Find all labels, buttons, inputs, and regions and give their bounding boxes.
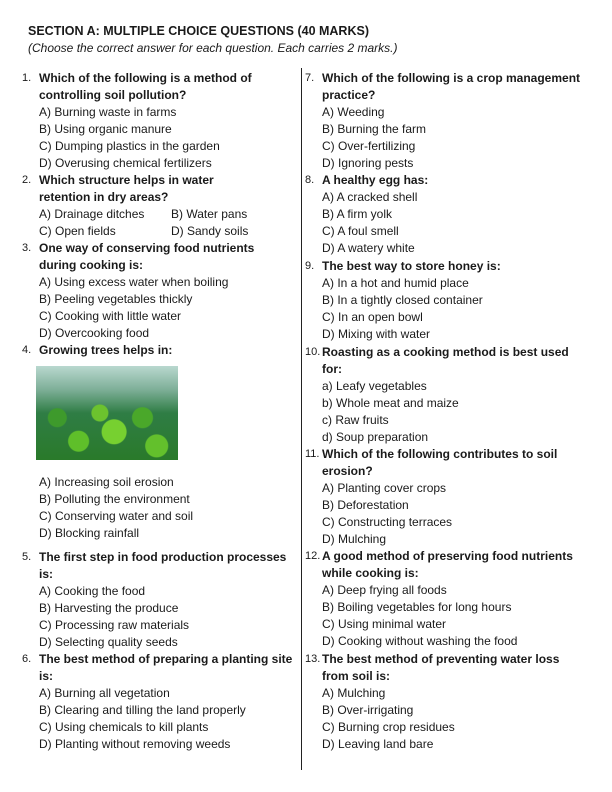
question-stem: A healthy egg has: (322, 173, 429, 187)
question-number: 12. (305, 550, 321, 562)
answer-option: D) Mixing with water (322, 327, 431, 341)
question-stem: The best method of preventing water loss from soil is: (322, 652, 560, 683)
answer-option: A) Weeding (322, 105, 385, 119)
question-number: 1. (22, 72, 32, 84)
answer-option: C) Conserving water and soil (39, 509, 194, 523)
forest-image (36, 366, 178, 460)
question-stem: Roasting as a cooking method is best used for: (322, 345, 569, 376)
question-4 (22, 342, 267, 542)
answer-option: A) Increasing soil erosion (39, 475, 174, 489)
answer-option: A) Cooking the food (39, 584, 146, 598)
question-number: 5. (22, 551, 32, 563)
answer-option: C) In an open bowl (322, 310, 423, 324)
question-number: 2. (22, 174, 32, 186)
answer-option: C) Using minimal water (322, 617, 447, 631)
answer-option: D) Sandy soils (171, 224, 249, 238)
answer-option: B) Over-irrigating (322, 703, 414, 717)
answer-option: C) Using chemicals to kill plants (39, 720, 209, 734)
answer-option: D) Leaving land bare (322, 737, 434, 751)
question-5 (22, 549, 294, 651)
question-stem: Which of the following is a crop management practice? (322, 71, 581, 102)
answer-option: C) Burning crop residues (322, 720, 455, 734)
answer-option: A) A cracked shell (322, 190, 418, 204)
question-number: 3. (22, 242, 32, 254)
answer-option: C) Dumping plastics in the garden (39, 139, 220, 153)
question-number: 11. (305, 448, 320, 460)
question-number: 6. (22, 653, 32, 665)
answer-option: A) Drainage ditches (39, 207, 145, 221)
answer-option: C) Constructing terraces (322, 515, 453, 529)
question-number: 7. (305, 72, 315, 84)
question-10 (305, 344, 585, 446)
question-12 (305, 548, 585, 650)
answer-option: A) Using excess water when boiling (39, 275, 229, 289)
column-divider (301, 68, 302, 770)
answer-option: b) Whole meat and maize (322, 396, 459, 410)
question-stem: The best method of preparing a planting site is: (39, 652, 293, 683)
instructions: (Choose the correct answer for each question. Each carries 2 marks.) (28, 41, 398, 55)
question-stem: The best way to store honey is: (322, 259, 501, 273)
question-stem: Growing trees helps in: (39, 343, 173, 357)
answer-option: A) In a hot and humid place (322, 276, 469, 290)
answer-option: D) Cooking without washing the food (322, 634, 518, 648)
answer-option: D) Mulching (322, 532, 387, 546)
answer-option: c) Raw fruits (322, 413, 389, 427)
answer-option: A) Deep frying all foods (322, 583, 447, 597)
answer-option: D) Blocking rainfall (39, 526, 140, 540)
answer-option: B) Burning the farm (322, 122, 427, 136)
answer-option: B) Deforestation (322, 498, 409, 512)
question-stem: The first step in food production processes is: (39, 550, 287, 581)
answer-option: A) Planting cover crops (322, 481, 447, 495)
section-title: SECTION A: MULTIPLE CHOICE QUESTIONS (40 MARKS) (28, 24, 369, 38)
question-stem: Which of the following contributes to soil erosion? (322, 447, 558, 478)
answer-option: D) Overusing chemical fertilizers (39, 156, 212, 170)
answer-option: B) A firm yolk (322, 207, 393, 221)
question-number: 8. (305, 174, 315, 186)
question-number: 4. (22, 344, 32, 356)
answer-option: D) Ignoring pests (322, 156, 414, 170)
answer-option: D) A watery white (322, 241, 415, 255)
answer-option: d) Soup preparation (322, 430, 429, 444)
question-6 (22, 651, 294, 753)
question-number: 13. (305, 653, 321, 665)
answer-option: B) Clearing and tilling the land properly (39, 703, 246, 717)
answer-option: C) Cooking with little water (39, 309, 182, 323)
question-stem: Which structure helps in water retention in dry areas? (39, 173, 214, 204)
answer-option: A) Burning waste in farms (39, 105, 177, 119)
answer-option: A) Burning all vegetation (39, 686, 170, 700)
answer-option: C) Open fields (39, 224, 116, 238)
answer-option: B) Water pans (171, 207, 248, 221)
answer-option: D) Selecting quality seeds (39, 635, 178, 649)
answer-option: C) Processing raw materials (39, 618, 190, 632)
answer-option: B) Peeling vegetables thickly (39, 292, 193, 306)
answer-option: C) A foul smell (322, 224, 399, 238)
answer-option: A) Mulching (322, 686, 386, 700)
question-1 (22, 70, 267, 172)
answer-option: D) Overcooking food (39, 326, 150, 340)
answer-option: B) In a tightly closed container (322, 293, 483, 307)
answer-option: D) Planting without removing weeds (39, 737, 231, 751)
question-2 (22, 172, 267, 240)
answer-option: C) Over-fertilizing (322, 139, 416, 153)
question-8 (305, 172, 585, 257)
question-9 (305, 258, 585, 343)
answer-option: B) Harvesting the produce (39, 601, 179, 615)
answer-option: B) Polluting the environment (39, 492, 190, 506)
answer-option: a) Leafy vegetables (322, 379, 427, 393)
question-number: 9. (305, 260, 315, 272)
question-3 (22, 240, 267, 342)
question-stem: One way of conserving food nutrients during cooking is: (39, 241, 255, 272)
question-stem: Which of the following is a method of controlling soil pollution? (39, 71, 252, 102)
answer-option: B) Boiling vegetables for long hours (322, 600, 512, 614)
question-number: 10. (305, 346, 321, 358)
question-7 (305, 70, 585, 172)
question-13 (305, 651, 585, 753)
question-stem: A good method of preserving food nutrients while cooking is: (322, 549, 573, 580)
question-11 (305, 446, 585, 548)
answer-option: B) Using organic manure (39, 122, 172, 136)
